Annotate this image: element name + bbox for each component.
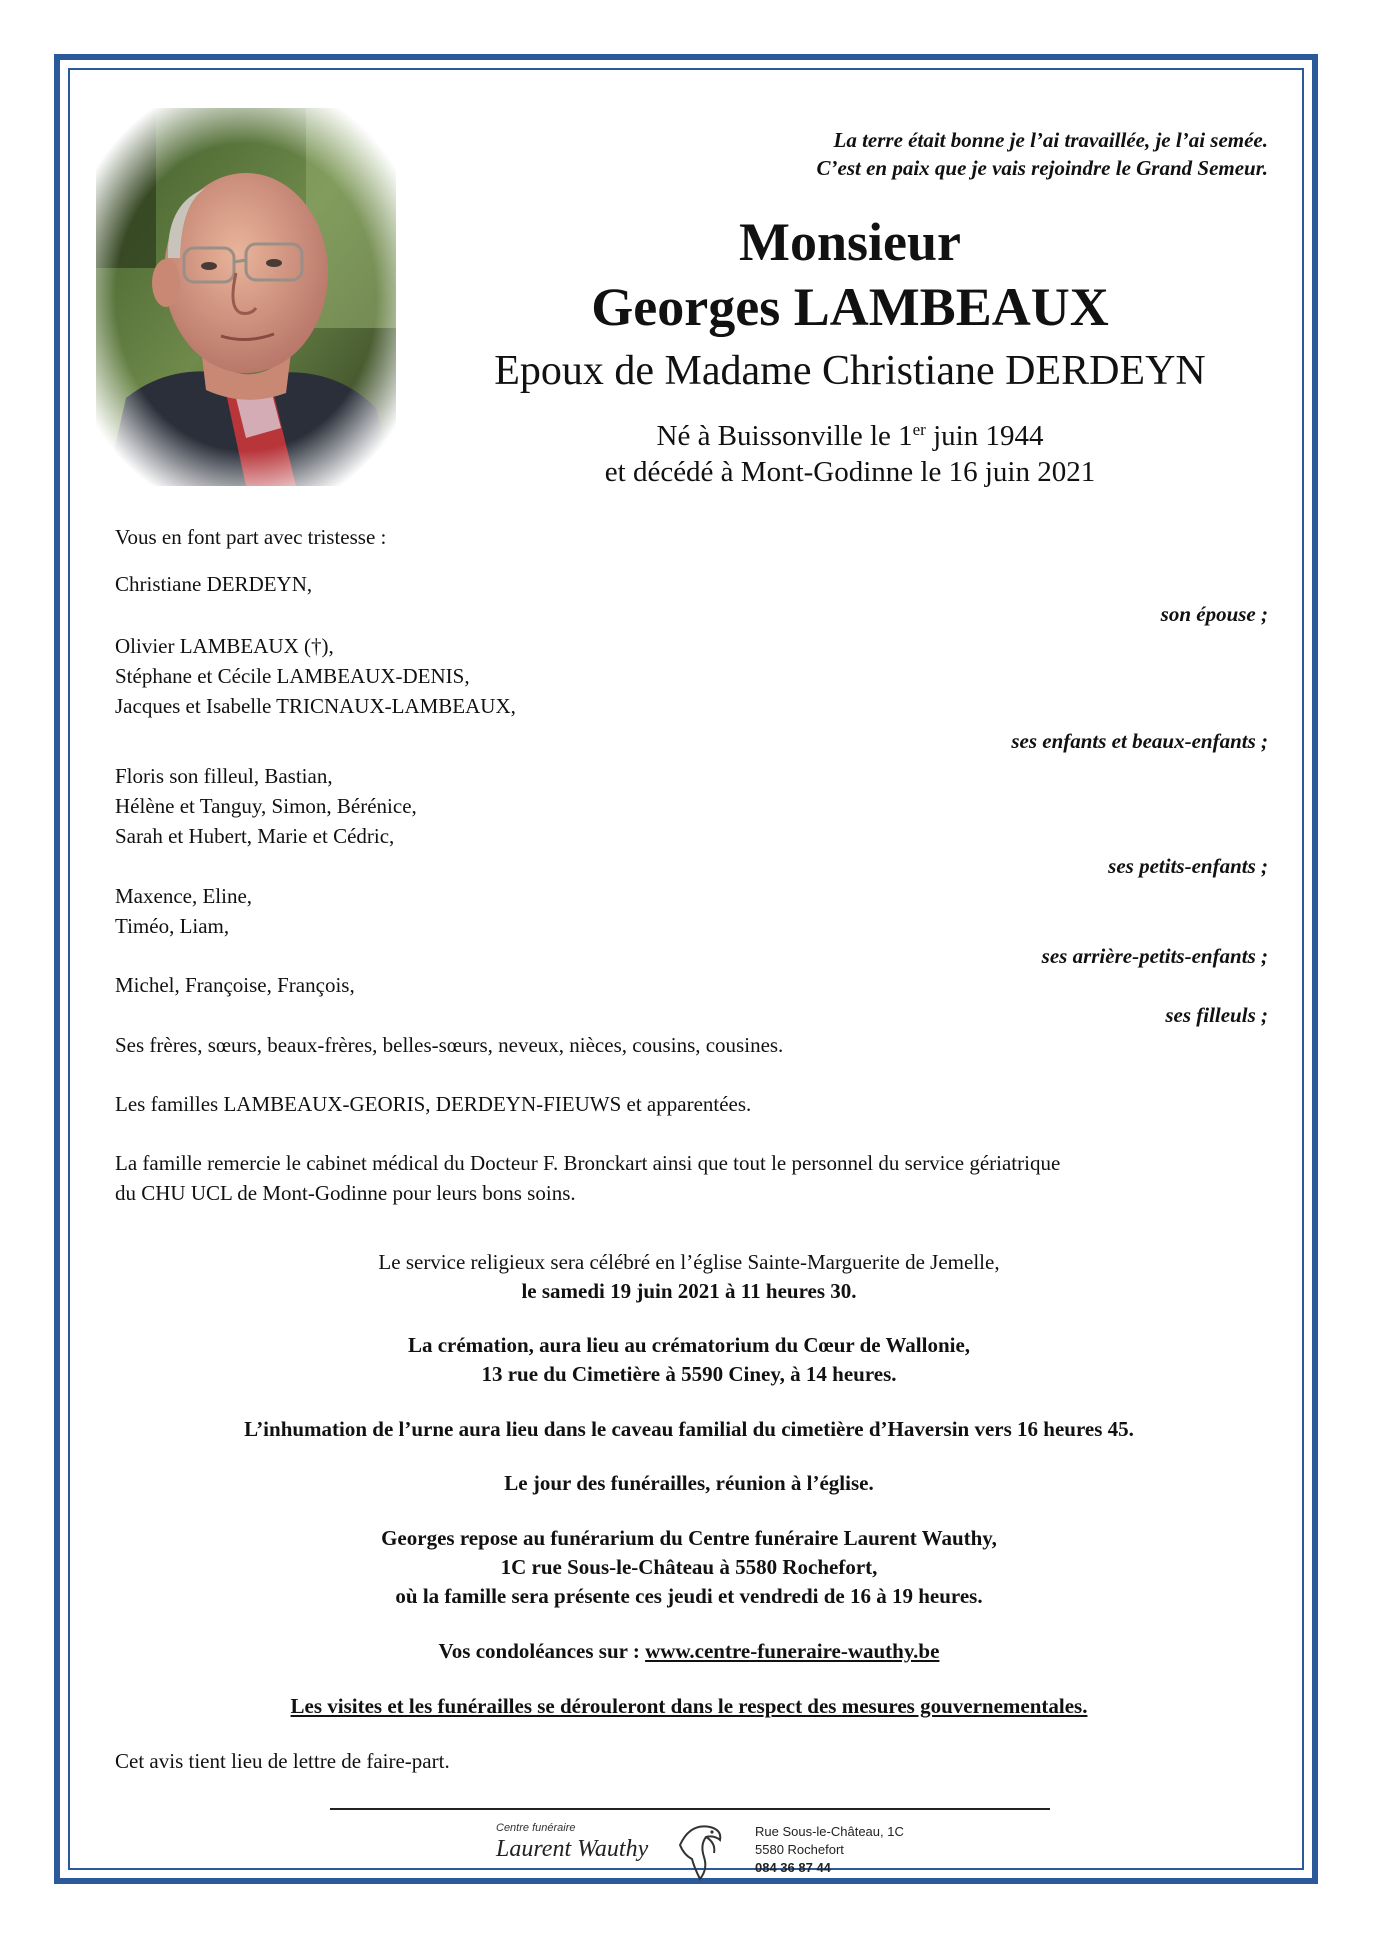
portrait-photo [96,108,396,486]
birth-superscript: er [912,420,926,439]
honorific: Monsieur [739,212,961,272]
repose-line-1: Georges repose au funérarium du Centre funéraire Laurent Wauthy, [381,1526,997,1550]
service-line-2: le samedi 19 juin 2021 à 11 heures 30. [521,1279,857,1303]
role-great-grandchildren: ses arrière-petits-enfants ; [1041,944,1268,968]
role-children: ses enfants et beaux-enfants ; [1011,729,1268,753]
role-spouse: son épouse ; [1160,602,1268,626]
condolences-link[interactable]: www.centre-funeraire-wauthy.be [645,1639,940,1663]
logo-name: Laurent Wauthy [496,1836,649,1862]
birth-suffix: juin 1944 [925,420,1044,452]
inhumation-line: L’inhumation de l’urne aura lieu dans le caveau familial du cimetière d’Haversin vers 16 heures 45. [244,1417,1134,1441]
siblings-text: Ses frères, sœurs, beaux-frères, belles-sœurs, neveux, nièces, cousins, cousines. [115,1033,784,1057]
meeting-line: Le jour des funérailles, réunion à l’église. [504,1471,874,1495]
birth-prefix: Né à Buissonville le 1 [656,420,913,452]
repose-line-2: 1C rue Sous-le-Château à 5580 Rochefort, [500,1555,878,1579]
footer-divider [330,1808,1050,1810]
list-item: Sarah et Hubert, Marie et Cédric, [115,824,395,848]
repose-line-3: où la famille sera présente ces jeudi et vendredi de 16 à 19 heures. [395,1584,983,1608]
dove-icon [670,1815,730,1885]
condolences-line [100,1637,1278,1666]
footer-address [755,1823,904,1877]
service-line-1: Le service religieux sera célébré en l’église Sainte-Marguerite de Jemelle, [378,1250,1000,1274]
list-item: Timéo, Liam, [115,914,230,938]
closing-text: Cet avis tient lieu de lettre de faire-part. [115,1749,450,1773]
intro-text: Vous en font part avec tristesse : [115,525,387,549]
list-item: Jacques et Isabelle TRICNAUX-LAMBEAUX, [115,694,516,718]
role-godchildren: ses filleuls ; [1165,1003,1268,1027]
spouse-line: Epoux de Madame Christiane DERDEYN [494,348,1206,394]
measures-line: Les visites et les funérailles se dérouleront dans le respect des mesures gouvernementales. [290,1694,1088,1718]
list-item: Floris son filleul, Bastian, [115,764,333,788]
list-item: Olivier LAMBEAUX (†), [115,634,334,658]
address-street: Rue Sous-le-Château, 1C [755,1824,904,1839]
epitaph-quote [817,126,1269,182]
birth-line [520,418,1180,454]
list-item: Michel, Françoise, François, [115,973,355,997]
logo-subtitle: Centre funéraire [496,1822,576,1834]
cremation-line-2: 13 rue du Cimetière à 5590 Ciney, à 14 heures. [481,1362,897,1386]
list-item: Stéphane et Cécile LAMBEAUX-DENIS, [115,664,470,688]
funeral-home-logo [496,1822,676,1882]
address-phone: 084 36 87 44 [755,1860,831,1875]
role-grandchildren: ses petits-enfants ; [1108,854,1268,878]
death-line: et décédé à Mont-Godinne le 16 juin 2021 [604,456,1096,488]
families-text: Les familles LAMBEAUX-GEORIS, DERDEYN-FIEUWS et apparentées. [115,1092,752,1116]
address-city: 5580 Rochefort [755,1842,844,1857]
cremation-line-1: La crémation, aura lieu au crématorium du Cœur de Wallonie, [407,1333,971,1357]
quote-line-2: C’est en paix que je vais rejoindre le Grand Semeur. [816,156,1268,180]
list-item: Maxence, Eline, [115,884,253,908]
list-item: Hélène et Tanguy, Simon, Bérénice, [115,794,417,818]
quote-line-1: La terre était bonne je l’ai travaillée, je l’ai semée. [833,128,1268,152]
condolences-label: Vos condoléances sur : [438,1639,646,1663]
thanks-line-2: du CHU UCL de Mont-Godinne pour leurs bons soins. [115,1181,576,1205]
list-item: Christiane DERDEYN, [115,572,313,596]
thanks-line-1: La famille remercie le cabinet médical du Docteur F. Bronckart ainsi que tout le personnel du service gériatrique [115,1151,1061,1175]
deceased-name: Georges LAMBEAUX [591,277,1109,337]
